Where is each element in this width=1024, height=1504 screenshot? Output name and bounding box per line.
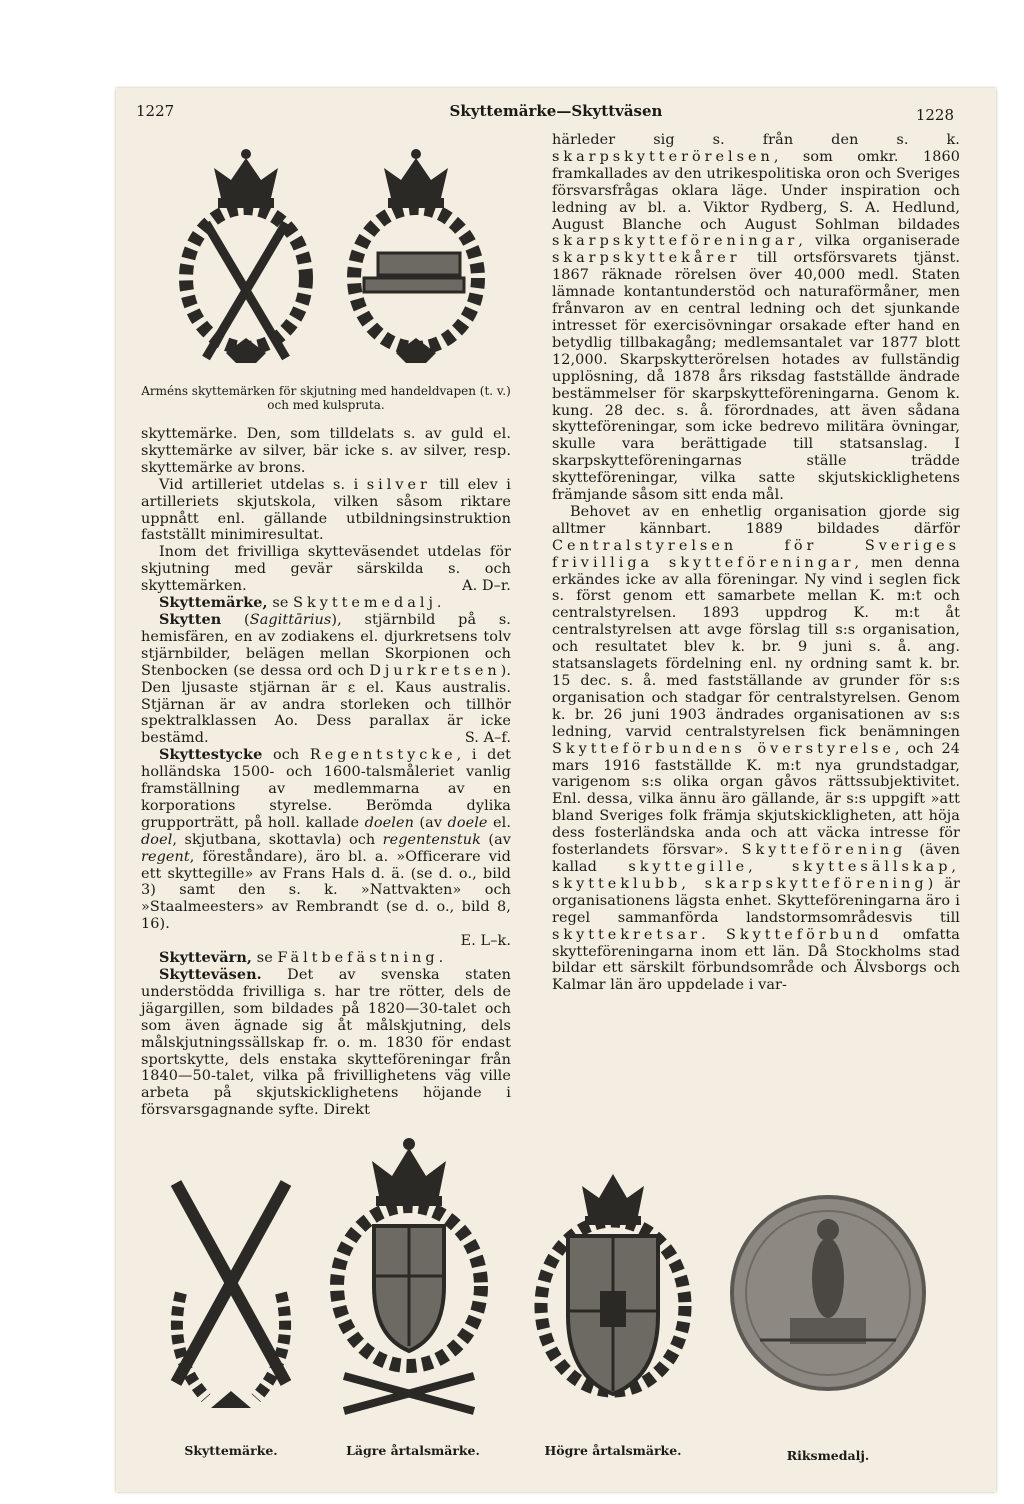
paragraph: skyttemärke. Den, som tilldelats s. av guld el. skyttemärke av silver, bär icke s. av silver, resp. skyttemärke av brons.	[141, 426, 511, 476]
top-figure-caption: Arméns skyttemärken för skjutning med handeldvapen (t. v.) och med kulspruta.	[141, 384, 511, 412]
right-column	[552, 132, 960, 994]
figure-caption: Lägre årtalsmärke.	[346, 1443, 480, 1458]
crossed-rifles-wreath-badge-icon	[156, 1153, 306, 1423]
book-page	[116, 88, 996, 1492]
left-column	[141, 426, 511, 1119]
crown-machine-gun-badge-icon	[354, 149, 478, 363]
bottom-figure-hogre-artalsmarke	[528, 1166, 698, 1416]
figure-caption: Riksmedalj.	[786, 1448, 870, 1463]
bottom-figure-lagre-artalsmarke	[324, 1136, 494, 1426]
paragraph: Behovet av en enhetlig organisation gjorde sig alltmer kännbart. 1889 bildades därför Centralstyrelsen för Sveriges frivilliga skytteföreningar, men denna erkändes icke av alla föreningar. Ny vind i seglen fick s. först genom ett samarbete mellan K. m:t och centralstyrelsen. 1893 uppdrog K. m:t åt centralstyrelsen att avge förslag till s:s organisation, och resultatet blev k. br. 9 juni s. å. ang. statsanslagets fördelning enl. ny ordning samt k. br. 15 dec. s. å. med fastställande av grunder för s:s organisation och stadgar för centralstyrelsen. Genom k. br. 26 juni 1903 ändrades organisationen av s:s ledning, varvid centralstyrelsen fick benämningen Skytteförbundens överstyrelse, och 24 mars 1916 fastställde K. m:t nya grundstadgar, varigenom s:s olika organ gåvos rättssubjektivitet. Enl. dessa, vilka ännu äro gällande, är s:s uppgift »att bland Sveriges folk främja skjutskickligheten, att höja dess fosterländska anda och att väcka intresse för fosterlandets försvar». Skytteförening (även kallad skyttegille, skyttesällskap, skytteklubb, skarpskytteförening) är organisationens lägsta enhet. Skytteföreningarna äro i regel sammanförda landstormsområdesvis till skyttekretsar. Skytteförbund omfatta skytteföreningarna inom ett län. Då Stockholms stad bildar ett särskilt förbundsområde och Älvsborgs och Kalmar län äro uppdelade i var-	[552, 503, 960, 994]
bottom-figure-skyttemarke	[156, 1153, 306, 1423]
right-page-number: 1228	[915, 106, 954, 124]
paragraph: Vid artilleriet utdelas s. i silver till elev i artilleriets skjutskola, vilken såsom riktare uppnått enl. gällande utbildningsinstruktion fastställt minimiresultat.	[141, 476, 511, 544]
entry-skyttevasen: Skytteväsen. Det av svenska staten understödda frivilliga s. har tre rötter, dels de jägargillen, som bildades på 1820—30-talet och som även ägnade sig åt målskjutning, dels målskjutningssällskap fr. o. m. 1830 för endast sportskytte, dels enstaka skytteföreningar från 1840—50-talet, vilka på frivillighetens väg ville arbeta på skjutskicklighetens höjande i försvarsgagnande syfte. Direkt	[141, 966, 511, 1119]
medal-figure-icon	[730, 1168, 926, 1418]
entry-skytten: Skytten (Sagittārius), stjärnbild på s. hemisfären, en av zodiakens el. djurkretsens tolv stjärnbilder, belägen mellan Skorpionen och Stenbocken (se dessa ord och Djurkretsen). Den ljusaste stjärnan är ε el. Kaus australis. Stjärnan är av andra storleken och tillhör spektralklassen Ao. Dess parallax är icke bestämd. S. A–f.	[141, 610, 511, 747]
paragraph: Inom det frivilliga skytteväsendet utdelas för skjutning med gevär särskilda s. och skyttemärken. A. D–r.	[141, 544, 511, 595]
signature: A. D–r.	[462, 578, 511, 595]
crown-coat-of-arms-badge-icon	[528, 1166, 698, 1416]
signature: E. L–k.	[460, 933, 511, 950]
signature: S. A–f.	[464, 730, 511, 747]
bottom-figure-riksmedalj	[730, 1168, 926, 1418]
figure-caption: Högre årtalsmärke.	[544, 1443, 682, 1458]
entry-skyttestycke: Skyttestycke och Regentstycke, i det holländska 1500- och 1600-talsmåleriet vanlig framställning av medlemmarna av en korporations styrelse. Berömda dylika grupporträtt, på holl. kallade doelen (av doele el. doel, skjutbana, skottavla) och regentenstuk (av regent, föreståndare), äro bl. a. »Officerare vid ett skyttegille» av Frans Hals d. ä. (se d. o., bild 3) samt den s. k. »Nattvakten» och »Staalmeesters» av Rembrandt (se d. o., bild 8, 16).	[141, 746, 512, 933]
crown-shield-rifles-badge-icon	[324, 1136, 494, 1426]
top-figure	[136, 128, 516, 418]
paragraph: härleder sig s. från den s. k. skarpskytterörelsen, som omkr. 1860 framkallades av den utrikespolitiska oron och Sveriges försvarsfrågas oklara läge. Under inspiration och ledning av bl. a. Viktor Rydberg, S. A. Hedlund, August Blanche och August Sohlman bildades skarpskytteföreningar, vilka organiserade skarpskyttekårer till ortsförsvarets tjänst. 1867 räknade rörelsen över 40,000 medl. Staten lämnade kontantunderstöd och naturaförmåner, men frånvaron av en central ledning och det sjunkande intresset för exercisövningar orsakade efter hand en betydlig tillbakagång; medlemsantalet var 1877 blott 12,000. Skarpskytterörelsen hotades av fullständig upplösning, då 1878 års riksdag fastställde ändrade bestämmelser för skarpskytteföreningarna. Genom k. kung. 28 dec. s. å. förordnades, att även sådana skytteföreningar, som icke bedrevo militära övningar, skulle vara berättigade till statsanslag. I skarpskytteföreningarnas ställe trädde skytteföreningar, vilka satte skjutskicklighetens främjande såsom sitt enda mål.	[552, 132, 960, 504]
left-page-number: 1227	[136, 102, 175, 120]
entry-skyttevarn: Skyttevärn, se Fältbefästning.	[159, 949, 444, 967]
figure-caption: Skyttemärke.	[184, 1443, 278, 1458]
page-title: Skyttemärke—Skyttväsen	[449, 102, 663, 120]
crown-crossed-rifles-badge-icon	[136, 128, 516, 378]
entry-skyttemarke: Skyttemärke, se Skyttemedalj.	[159, 594, 442, 612]
